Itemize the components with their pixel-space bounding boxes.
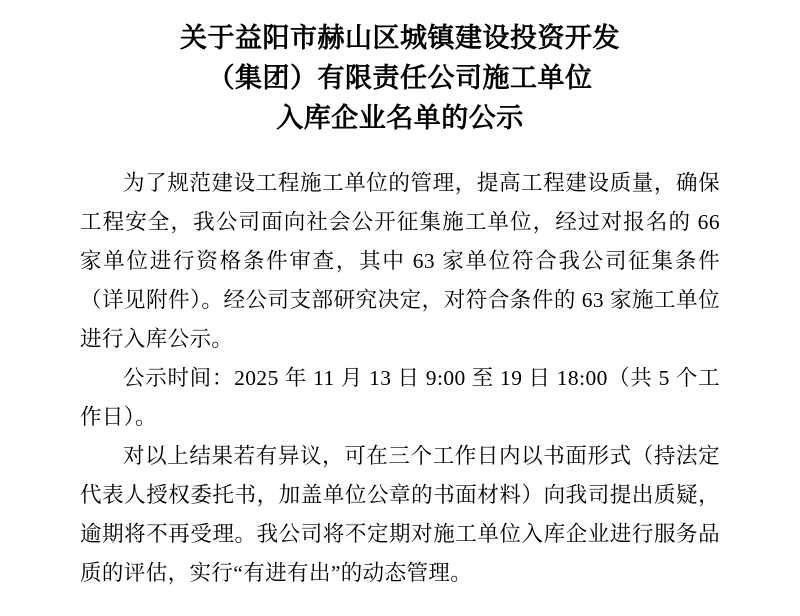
paragraph-1: 为了规范建设工程施工单位的管理，提高工程建设质量，确保工程安全，我公司面向社会公开征集施工单位，经过对报名的 66 家单位进行资格条件审查，其中 63 家单位符合我公司征集条件（详见附件）。经公司支部研究决定，对符合条件的 63 家施工单位进行入库公示。: [80, 171, 720, 351]
title-line-3: 入库企业名单的公示: [276, 103, 524, 133]
title-line-1: 关于益阳市赫山区城镇建设投资开发: [180, 23, 620, 53]
paragraph-3: 对以上结果若有异议，可在三个工作日内以书面形式（持法定代表人授权委托书，加盖单位公章的书面材料）向我司提出质疑，逾期将不再受理。我公司将不定期对施工单位入库企业进行服务品质的评估，实行“有进有出”的动态管理。: [80, 444, 720, 585]
document-body: [80, 138, 720, 593]
paragraph-2: 公示时间：2025 年 11 月 13 日 9:00 至 19 日 18:00（共 5 个工作日）。: [80, 366, 720, 429]
title-line-2: （集团）有限责任公司施工单位: [207, 63, 593, 93]
page-title: [80, 0, 720, 138]
